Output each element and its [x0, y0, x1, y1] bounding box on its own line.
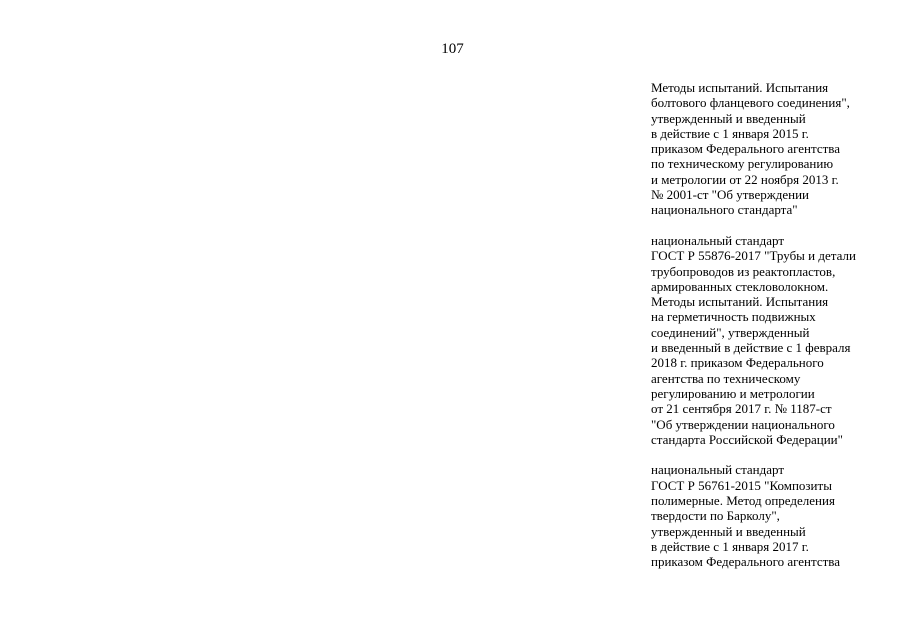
text-line: полимерные. Метод определения	[651, 493, 835, 509]
text-line: Методы испытаний. Испытания	[651, 80, 829, 95]
text-line: национальный стандарт	[651, 462, 785, 478]
text-line: утвержденный и введенный	[651, 523, 806, 539]
page-number: 107	[441, 41, 464, 57]
text-block-2	[651, 233, 901, 447]
document-text-column	[651, 80, 901, 585]
text-line: приказом Федерального агентства	[651, 554, 841, 570]
text-line: национальный стандарт	[651, 232, 785, 248]
text-line: национального стандарта"	[651, 202, 798, 218]
text-line: стандарта Российской Федерации"	[651, 431, 843, 447]
text-line: регулированию и метрологии	[651, 385, 815, 401]
text-line: приказом Федерального агентства	[651, 141, 841, 157]
text-line: № 2001-ст "Об утверждении	[651, 187, 809, 203]
text-line: твердости по Барколу",	[651, 508, 780, 524]
text-line: ГОСТ Р 55876-2017 "Трубы и детали	[651, 248, 856, 264]
text-line: и метрологии от 22 ноября 2013 г.	[651, 171, 839, 187]
text-block-1	[651, 80, 901, 218]
text-line: болтового фланцевого соединения",	[651, 95, 850, 111]
text-line: утвержденный и введенный	[651, 110, 806, 126]
text-line: на герметичность подвижных	[651, 309, 816, 325]
text-line: агентства по техническому	[651, 370, 801, 386]
text-line: в действие с 1 января 2017 г.	[651, 538, 809, 554]
text-line: Методы испытаний. Испытания	[651, 294, 829, 310]
text-line: от 21 сентября 2017 г. № 1187-ст	[651, 401, 832, 417]
text-line: трубопроводов из реактопластов,	[651, 263, 836, 279]
text-line: армированных стекловолокном.	[651, 278, 829, 294]
text-line: по техническому регулированию	[651, 156, 834, 172]
text-line: ГОСТ Р 56761-2015 "Композиты	[651, 477, 832, 493]
text-line: в действие с 1 января 2015 г.	[651, 125, 809, 141]
text-line: и введенный в действие с 1 февраля	[651, 340, 851, 356]
text-line: "Об утверждении национального	[651, 416, 835, 432]
text-line: 2018 г. приказом Федерального	[651, 355, 824, 371]
text-line: соединений", утвержденный	[651, 324, 810, 340]
text-block-3	[651, 462, 901, 569]
